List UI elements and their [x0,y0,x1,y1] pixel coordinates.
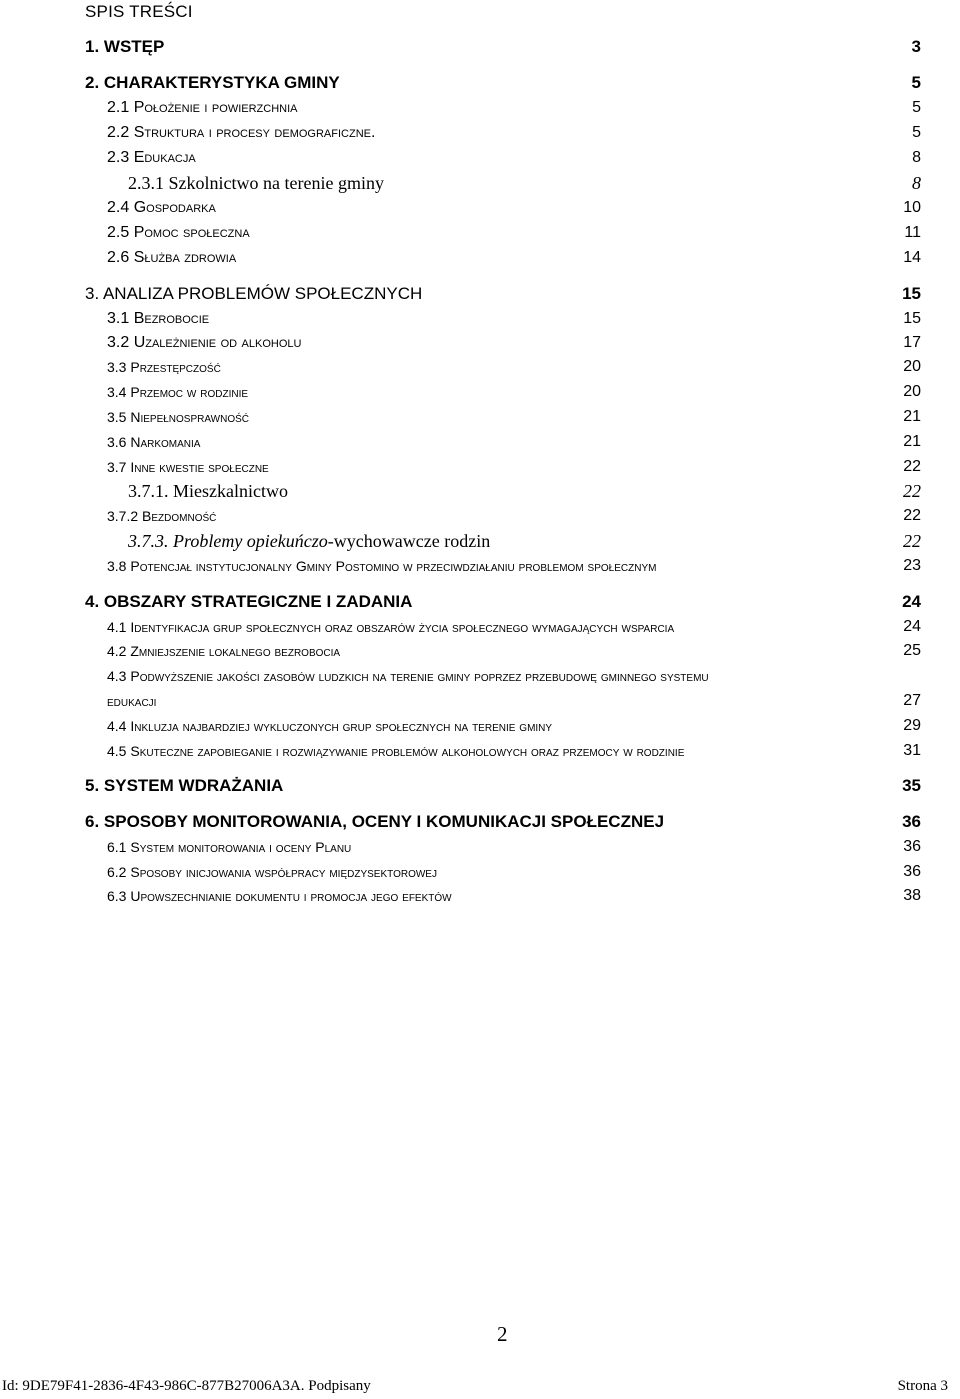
toc-entry-text: 3.8 Potencjał instytucjonalny Gminy Postomino w przeciwdziałaniu problemom społecznym [107,558,657,574]
toc-entry-3-5[interactable] [0,405,960,429]
toc-entry-text: 4.1 Identyfikacja grup społecznych oraz obszarów życia społecznego wymagających wsparcia [107,619,675,635]
toc-entry-page: 21 [903,408,921,425]
toc-entry-text: -wychowawcze rodzin [327,531,491,551]
toc-entry-text: 3.3 Przestępczość [107,359,221,375]
toc-entry-3-7-2[interactable] [0,504,960,528]
toc-entry-2-4[interactable] [0,196,960,220]
toc-entry-page: 22 [903,481,921,501]
toc-entry-page: 20 [903,358,921,375]
toc-entry-text: 4.2 Zmniejszenie lokalnego bezrobocia [107,643,341,659]
toc-entry-page: 8 [912,173,921,193]
toc-entry-text: 3.2 Uzależnienie od alkoholu [107,334,302,351]
toc-entry-sposoby-monitorowania[interactable] [0,810,960,834]
footer-page-label: Strona 3 [897,1378,948,1394]
toc-entry-text: 6. SPOSOBY MONITOROWANIA, OCENY I KOMUNIKACJI SPOŁECZNEJ [85,812,665,831]
toc-entry-3-3[interactable] [0,355,960,379]
toc-entry-2-1[interactable] [0,96,960,120]
toc-entry-page: 36 [902,812,921,831]
toc-entry-text: 3.7.1. Mieszkalnictwo [128,481,288,501]
footer-document-id: Id: 9DE79F41-2836-4F43-986C-877B27006A3A. Podpisany [2,1378,371,1394]
toc-entry-4-2[interactable] [0,639,960,663]
toc-entry-4-3-continued[interactable] [0,689,960,713]
toc-entry-page: 24 [903,618,921,635]
toc-entry-6-2[interactable] [0,860,960,884]
toc-entry-text: 4. OBSZARY STRATEGICZNE I ZADANIA [85,592,413,611]
toc-entry-2-6[interactable] [0,246,960,270]
toc-entry-3-8[interactable] [0,554,960,578]
toc-entry-text: 2.2 Struktura i procesy demograficzne. [107,124,376,141]
toc-entry-analiza-problemow[interactable] [0,282,960,306]
toc-entry-system-wdrazania[interactable] [0,774,960,798]
toc-entry-wstep[interactable] [0,35,960,59]
toc-entry-page: 36 [903,863,921,880]
toc-entry-text: 3.7 Inne kwestie społeczne [107,459,269,475]
toc-entry-3-4[interactable] [0,380,960,404]
toc-entry-text: 2.5 Pomoc społeczna [107,224,250,241]
toc-entry-page: 3 [911,37,921,56]
toc-entry-page: 22 [903,531,921,551]
toc-entry-4-3[interactable] [0,664,960,688]
toc-entry-text: 6.1 System monitorowania i oceny Planu [107,839,352,855]
toc-entry-page: 31 [903,742,921,759]
toc-entry-page: 25 [903,642,921,659]
toc-entry-text: 6.3 Upowszechnianie dokumentu i promocja jego efektów [107,888,452,904]
toc-entry-page: 15 [903,310,921,327]
toc-entry-text: 2.6 Służba zdrowia [107,249,237,266]
toc-entry-3-1[interactable] [0,307,960,331]
toc-entry-3-2[interactable] [0,331,960,355]
toc-entry-text: 2.3 Edukacja [107,149,196,166]
toc-entry-4-1[interactable] [0,615,960,639]
toc-entry-text: 6.2 Sposoby inicjowania współpracy międzysektorowej [107,864,437,880]
toc-entry-6-1[interactable] [0,835,960,859]
toc-entry-page: 5 [912,99,921,116]
toc-entry-page: 8 [912,149,921,166]
toc-entry-4-5[interactable] [0,739,960,763]
toc-entry-3-7[interactable] [0,455,960,479]
toc-entry-text: 3.5 Niepełnosprawność [107,409,250,425]
toc-entry-page: 22 [903,507,921,524]
toc-entry-text: 4.5 Skuteczne zapobieganie i rozwiązywanie problemów alkoholowych oraz przemocy w rodzinie [107,743,685,759]
toc-entry-6-3[interactable] [0,884,960,908]
toc-entry-page: 5 [911,73,921,92]
toc-entry-2-5[interactable] [0,221,960,245]
toc-entry-text: 2.3.1 Szkolnictwo na terenie gminy [128,173,384,193]
toc-entry-page: 38 [903,887,921,904]
toc-entry-text: 4.3 Podwyższenie jakości zasobów ludzkich na terenie gminy poprzez przebudowę gminnego systemu [107,668,709,684]
toc-entry-text: 4.4 Inkluzja najbardziej wykluczonych grup społecznych na terenie gminy [107,718,553,734]
toc-entry-page: 17 [903,334,921,351]
toc-entry-text: edukacji [107,693,157,709]
toc-entry-page: 24 [902,592,921,611]
toc-entry-text: 2.1 Położenie i powierzchnia [107,99,298,116]
toc-entry-page: 15 [902,284,921,303]
toc-entry-text: 3. ANALIZA PROBLEMÓW SPOŁECZNYCH [85,284,423,303]
toc-entry-3-7-1[interactable] [0,479,960,503]
toc-entry-text: 5. SYSTEM WDRAŻANIA [85,776,284,795]
toc-entry-text: 2. CHARAKTERYSTYKA GMINY [85,73,340,92]
toc-entry-2-2[interactable] [0,121,960,145]
toc-entry-4-4[interactable] [0,714,960,738]
toc-entry-obszary-strategiczne[interactable] [0,590,960,614]
toc-entry-text: 1. WSTĘP [85,37,165,56]
toc-entry-text: 3.4 Przemoc w rodzinie [107,384,249,400]
toc-entry-2-3[interactable] [0,146,960,170]
toc-entry-text: 3.1 Bezrobocie [107,310,210,327]
toc-entry-2-3-1[interactable] [0,171,960,195]
toc-entry-page: 23 [903,557,921,574]
toc-entry-3-7-3[interactable] [0,529,960,553]
toc-entry-page: 20 [903,383,921,400]
toc-entry-page: 14 [903,249,921,266]
toc-entry-page: 35 [902,776,921,795]
toc-entry-text: 3.7.2 Bezdomność [107,508,217,524]
toc-entry-text: 3.6 Narkomania [107,434,201,450]
toc-entry-page: 5 [912,124,921,141]
toc-entry-page: 10 [903,199,921,216]
page-number: 2 [497,1322,508,1346]
toc-entry-page: 11 [904,224,921,241]
toc-entry-page: 36 [903,838,921,855]
toc-entry-3-6[interactable] [0,430,960,454]
page-title: SPIS TREŚCI [85,2,193,21]
toc-entry-text: 2.4 Gospodarka [107,199,216,216]
toc-entry-page: 22 [903,458,921,475]
toc-entry-page: 21 [903,433,921,450]
toc-entry-page: 27 [903,692,921,709]
toc-entry-page: 29 [903,717,921,734]
toc-entry-text-italic: 3.7.3. Problemy opiekuńczo [128,531,328,551]
toc-entry-charakterystyka-gminy[interactable] [0,71,960,95]
